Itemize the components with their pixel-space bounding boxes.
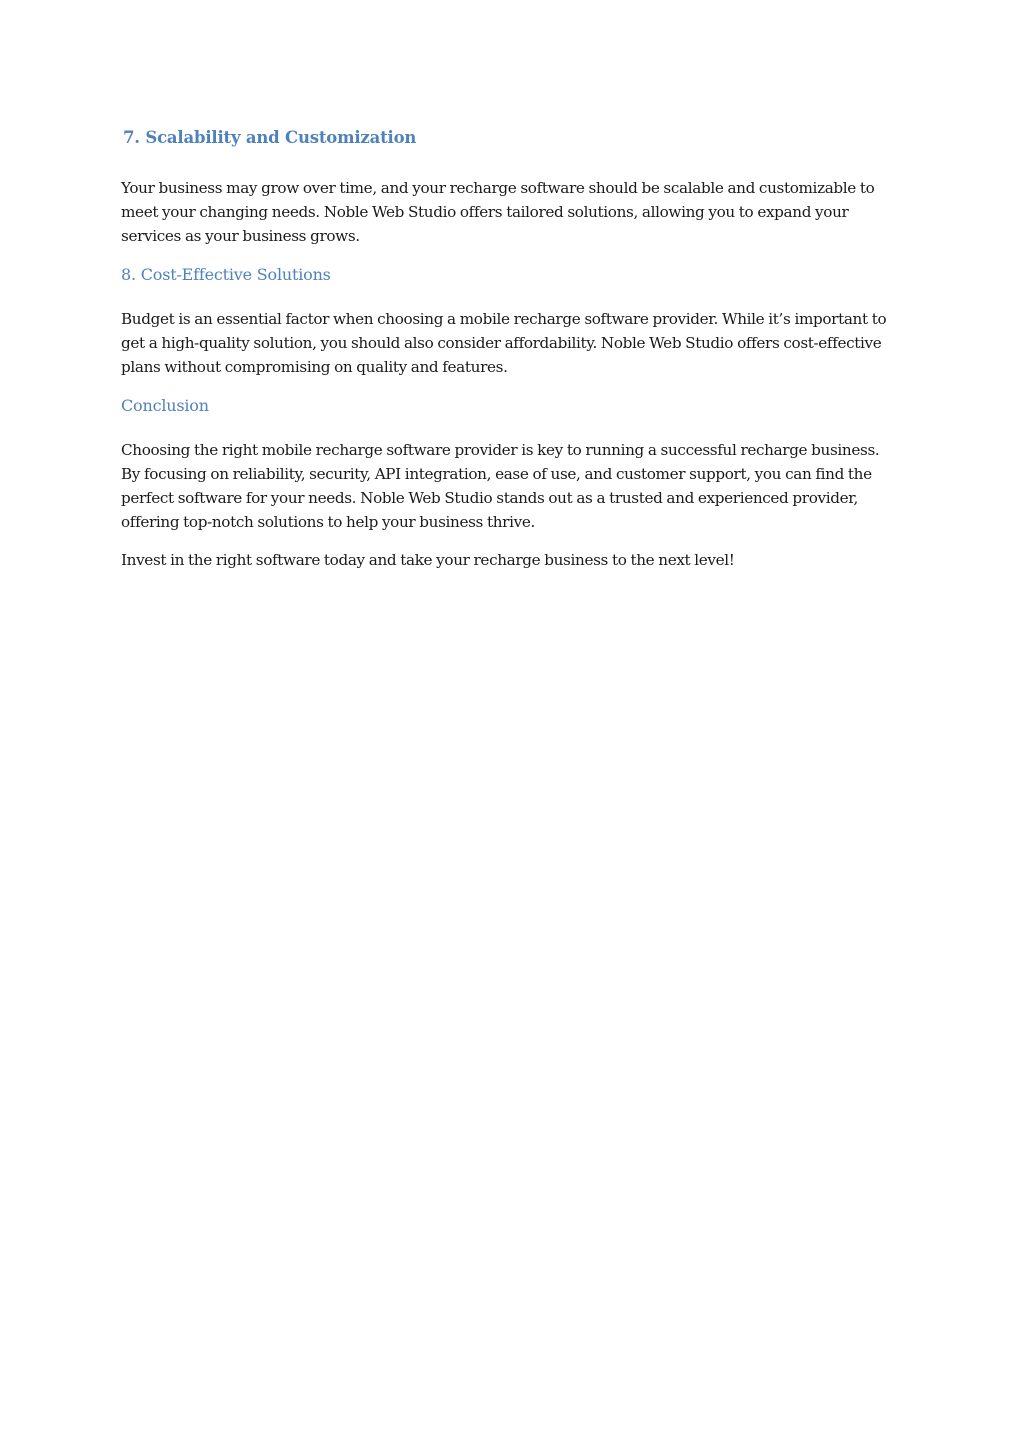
section-paragraph-scalability: Your business may grow over time, and your recharge software should be scalable and customizable to meet your changing needs. Noble Web Studio offers tailored solutions, allowing you to expand your services as your business grows.: [121, 179, 875, 245]
section-paragraph-conclusion: Choosing the right mobile recharge software provider is key to running a successful recharge business. By focusing on reliability, security, API integration, ease of use, and customer support, you can find the perfect software for your needs. Noble Web Studio stands out as a trusted and experienced provider, offering top-notch solutions to help your business thrive.: [121, 441, 880, 531]
section-heading-conclusion: Conclusion: [121, 396, 209, 415]
closing-statement: Invest in the right software today and take your recharge business to the next level!: [121, 551, 735, 569]
section-heading-scalability: 7. Scalability and Customization: [123, 128, 417, 147]
section-paragraph-cost: Budget is an essential factor when choosing a mobile recharge software provider. While it’s important to get a high-quality solution, you should also consider affordability. Noble Web Studio offers cost-effective plans without compromising on quality and features.: [121, 310, 887, 376]
document-content: [121, 124, 901, 572]
section-heading-cost: 8. Cost-Effective Solutions: [121, 265, 331, 284]
